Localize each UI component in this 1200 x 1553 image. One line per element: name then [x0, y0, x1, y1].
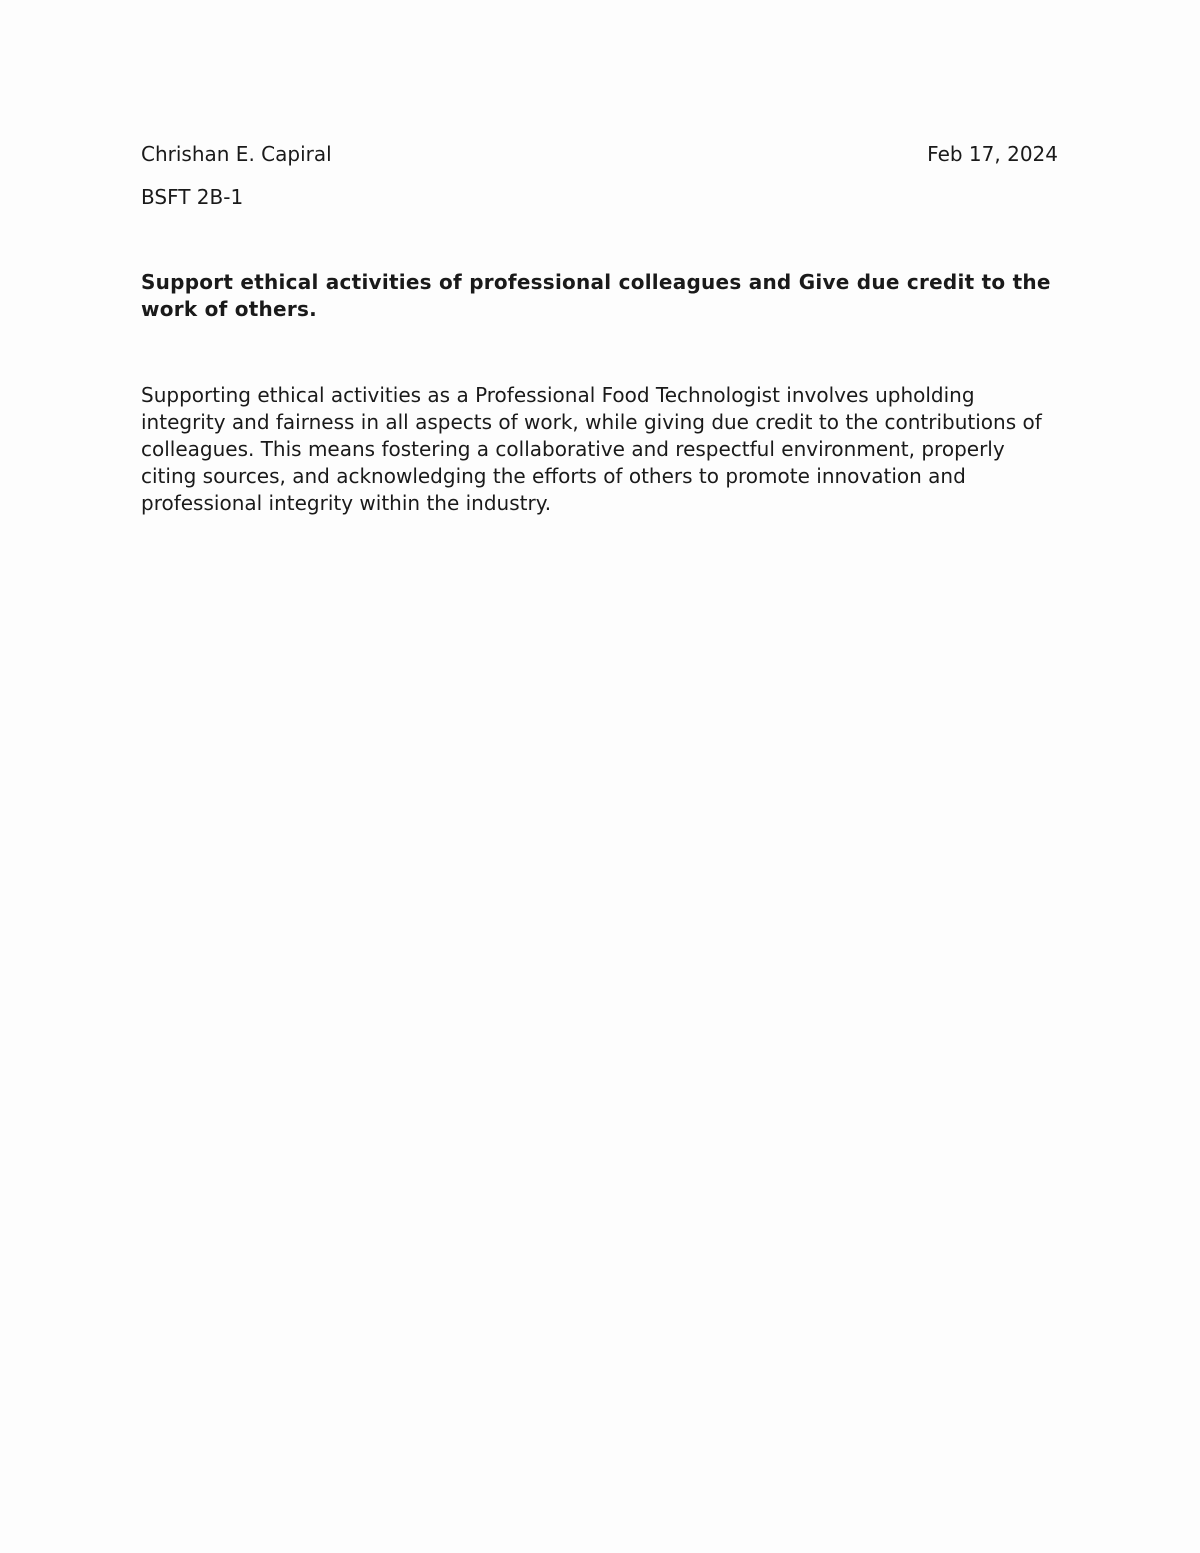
document-date: Feb 17, 2024	[927, 142, 1058, 166]
author-name: Chrishan E. Capiral	[141, 142, 332, 166]
header-row	[141, 141, 1058, 167]
document-title: Support ethical activities of professional colleagues and Give due credit to the work of others.	[141, 270, 1051, 321]
class-section: BSFT 2B-1	[141, 185, 244, 209]
body-paragraph: Supporting ethical activities as a Professional Food Technologist involves upholding integrity and fairness in all aspects of work, while giving due credit to the contributions of colleagues. This means fostering a collaborative and respectful environment, properly citing sources, and acknowledging the efforts of others to promote innovation and professional integrity within the industry.	[141, 383, 1042, 515]
